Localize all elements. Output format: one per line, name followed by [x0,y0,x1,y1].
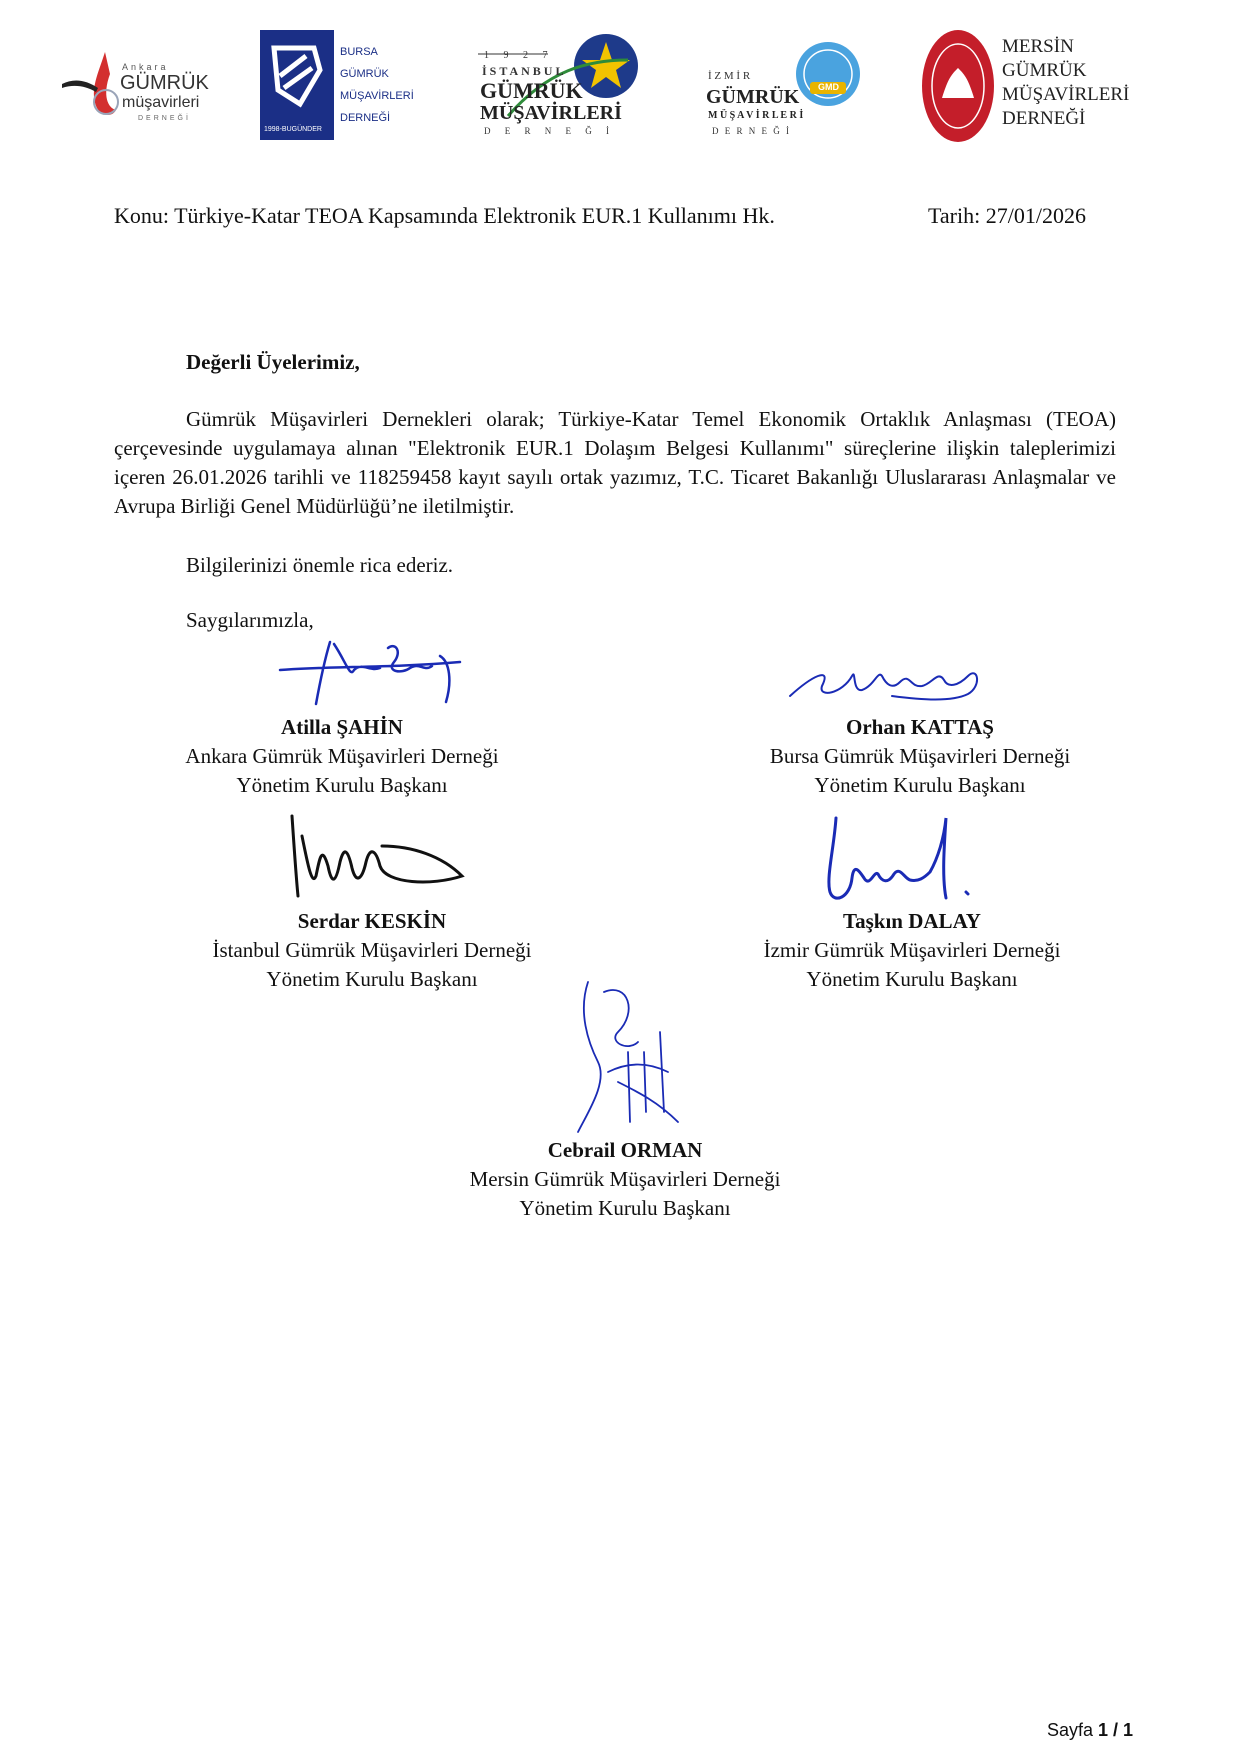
footer-label: Sayfa [1047,1720,1094,1740]
ankara-logo-small: Ankara [122,62,169,72]
ankara-logo-line3: DERNEĞİ [138,115,191,122]
bursa-logo-line1: BURSA [340,46,378,58]
signatory-5 [425,1136,825,1223]
mersin-logo-line4: DERNEĞİ [1002,108,1086,129]
letter-subject: Konu: Türkiye-Katar TEOA Kapsamında Elektronik EUR.1 Kullanımı Hk. [114,203,775,228]
signature-orman-icon [568,972,708,1142]
izmir-logo-city: İ Z M İ R [708,70,751,82]
signatory-2-name: Orhan KATTAŞ [845,715,994,739]
signatory-1-title: Yönetim Kurulu Başkanı [236,773,448,797]
istanbul-logo-line3: D E R N E Ğ İ [484,126,615,136]
bursa-logo-footer: 1998-BUGÜNDER [264,126,322,133]
signatory-4-title: Yönetim Kurulu Başkanı [806,967,1018,991]
bursa-logo-line4: DERNEĞİ [340,112,391,124]
signatory-2 [720,713,1120,800]
signatory-2-org: Bursa Gümrük Müşavirleri Derneği [769,744,1071,768]
izmir-logo-line3: D E R N E Ğ İ [712,126,791,136]
bursa-logo-line2: GÜMRÜK [340,68,389,80]
footer-page-number: 1 / 1 [1098,1720,1134,1740]
mersin-logo-line3: MÜŞAVİRLERİ [1002,84,1130,105]
ankara-logo-line2: müşavirleri [122,94,200,111]
page-footer [1047,1720,1133,1741]
istanbul-logo-line1: GÜMRÜK [480,78,583,103]
izmir-logo-line2: M Ü Ş A V İ R L E R İ [708,110,804,121]
izmir-logo-line1: GÜMRÜK [706,86,800,108]
signatory-5-name: Cebrail ORMAN [547,1138,703,1162]
ankara-logo [60,44,210,130]
signatory-3-name: Serdar KESKİN [297,909,447,933]
letter-greeting: Değerli Üyelerimiz, [186,350,360,374]
signature-kattas-icon [782,646,1002,718]
signature-sahin-icon [270,632,500,712]
signatory-4-name: Taşkın DALAY [843,909,981,933]
istanbul-logo-line2: MÜŞAVİRLERİ [480,102,622,124]
bursa-logo [260,30,414,140]
bursa-logo-box [260,30,334,140]
signatory-3-title: Yönetim Kurulu Başkanı [266,967,478,991]
signatory-1 [142,713,542,800]
signatory-4 [712,907,1112,994]
signatory-2-title: Yönetim Kurulu Başkanı [814,773,1026,797]
signature-dalay-icon [806,808,996,908]
istanbul-logo-city: İSTANBUL [482,64,567,78]
mersin-seal-icon [920,28,996,144]
istanbul-logo [478,30,658,142]
letter-regards: Saygılarımızla, [186,608,314,632]
mersin-logo [920,28,1130,144]
signatory-1-org: Ankara Gümrük Müşavirleri Derneği [185,744,499,768]
ankara-logo-line1: GÜMRÜK [120,72,209,94]
signatory-5-title: Yönetim Kurulu Başkanı [519,1196,731,1220]
istanbul-logo-year: 1 9 2 7 [484,50,554,61]
bursa-logo-line3: MÜŞAVİRLERİ [340,90,414,102]
signatory-5-org: Mersin Gümrük Müşavirleri Derneği [469,1167,781,1191]
mersin-logo-line2: GÜMRÜK [1002,60,1087,81]
signatory-1-name: Atilla ŞAHİN [281,715,403,739]
mersin-logo-line1: MERSİN [1002,36,1074,57]
letter-closing: Bilgilerinizi önemle rica ederiz. [186,553,454,577]
signature-keskin-icon [282,806,482,906]
bursa-emblem-icon [260,30,334,120]
letter-date: Tarih: 27/01/2026 [928,203,1086,228]
izmir-logo-badge: GMD [818,82,839,92]
signatory-3-org: İstanbul Gümrük Müşavirleri Derneği [212,938,532,962]
izmir-logo [706,30,866,142]
letter-body: Gümrük Müşavirleri Dernekleri olarak; Türkiye-Katar Temel Ekonomik Ortaklık Anlaşması (TEOA) çerçevesinde uygulamaya alınan "Elektronik EUR.1 Dolaşım Belgesi Kullanımı" süreçlerine ilişkin taleplerimizi içeren 26.01.2026 tarihli ve 118259458 kayıt sayılı ortak yazımız, T.C. Ticaret Bakanlığı Uluslararası Anlaşmalar ve Avrupa Birliği Genel Müdürlüğü’ne iletilmiştir. [114,407,1116,518]
signatory-4-org: İzmir Gümrük Müşavirleri Derneği [763,938,1061,962]
signatory-3 [172,907,572,994]
